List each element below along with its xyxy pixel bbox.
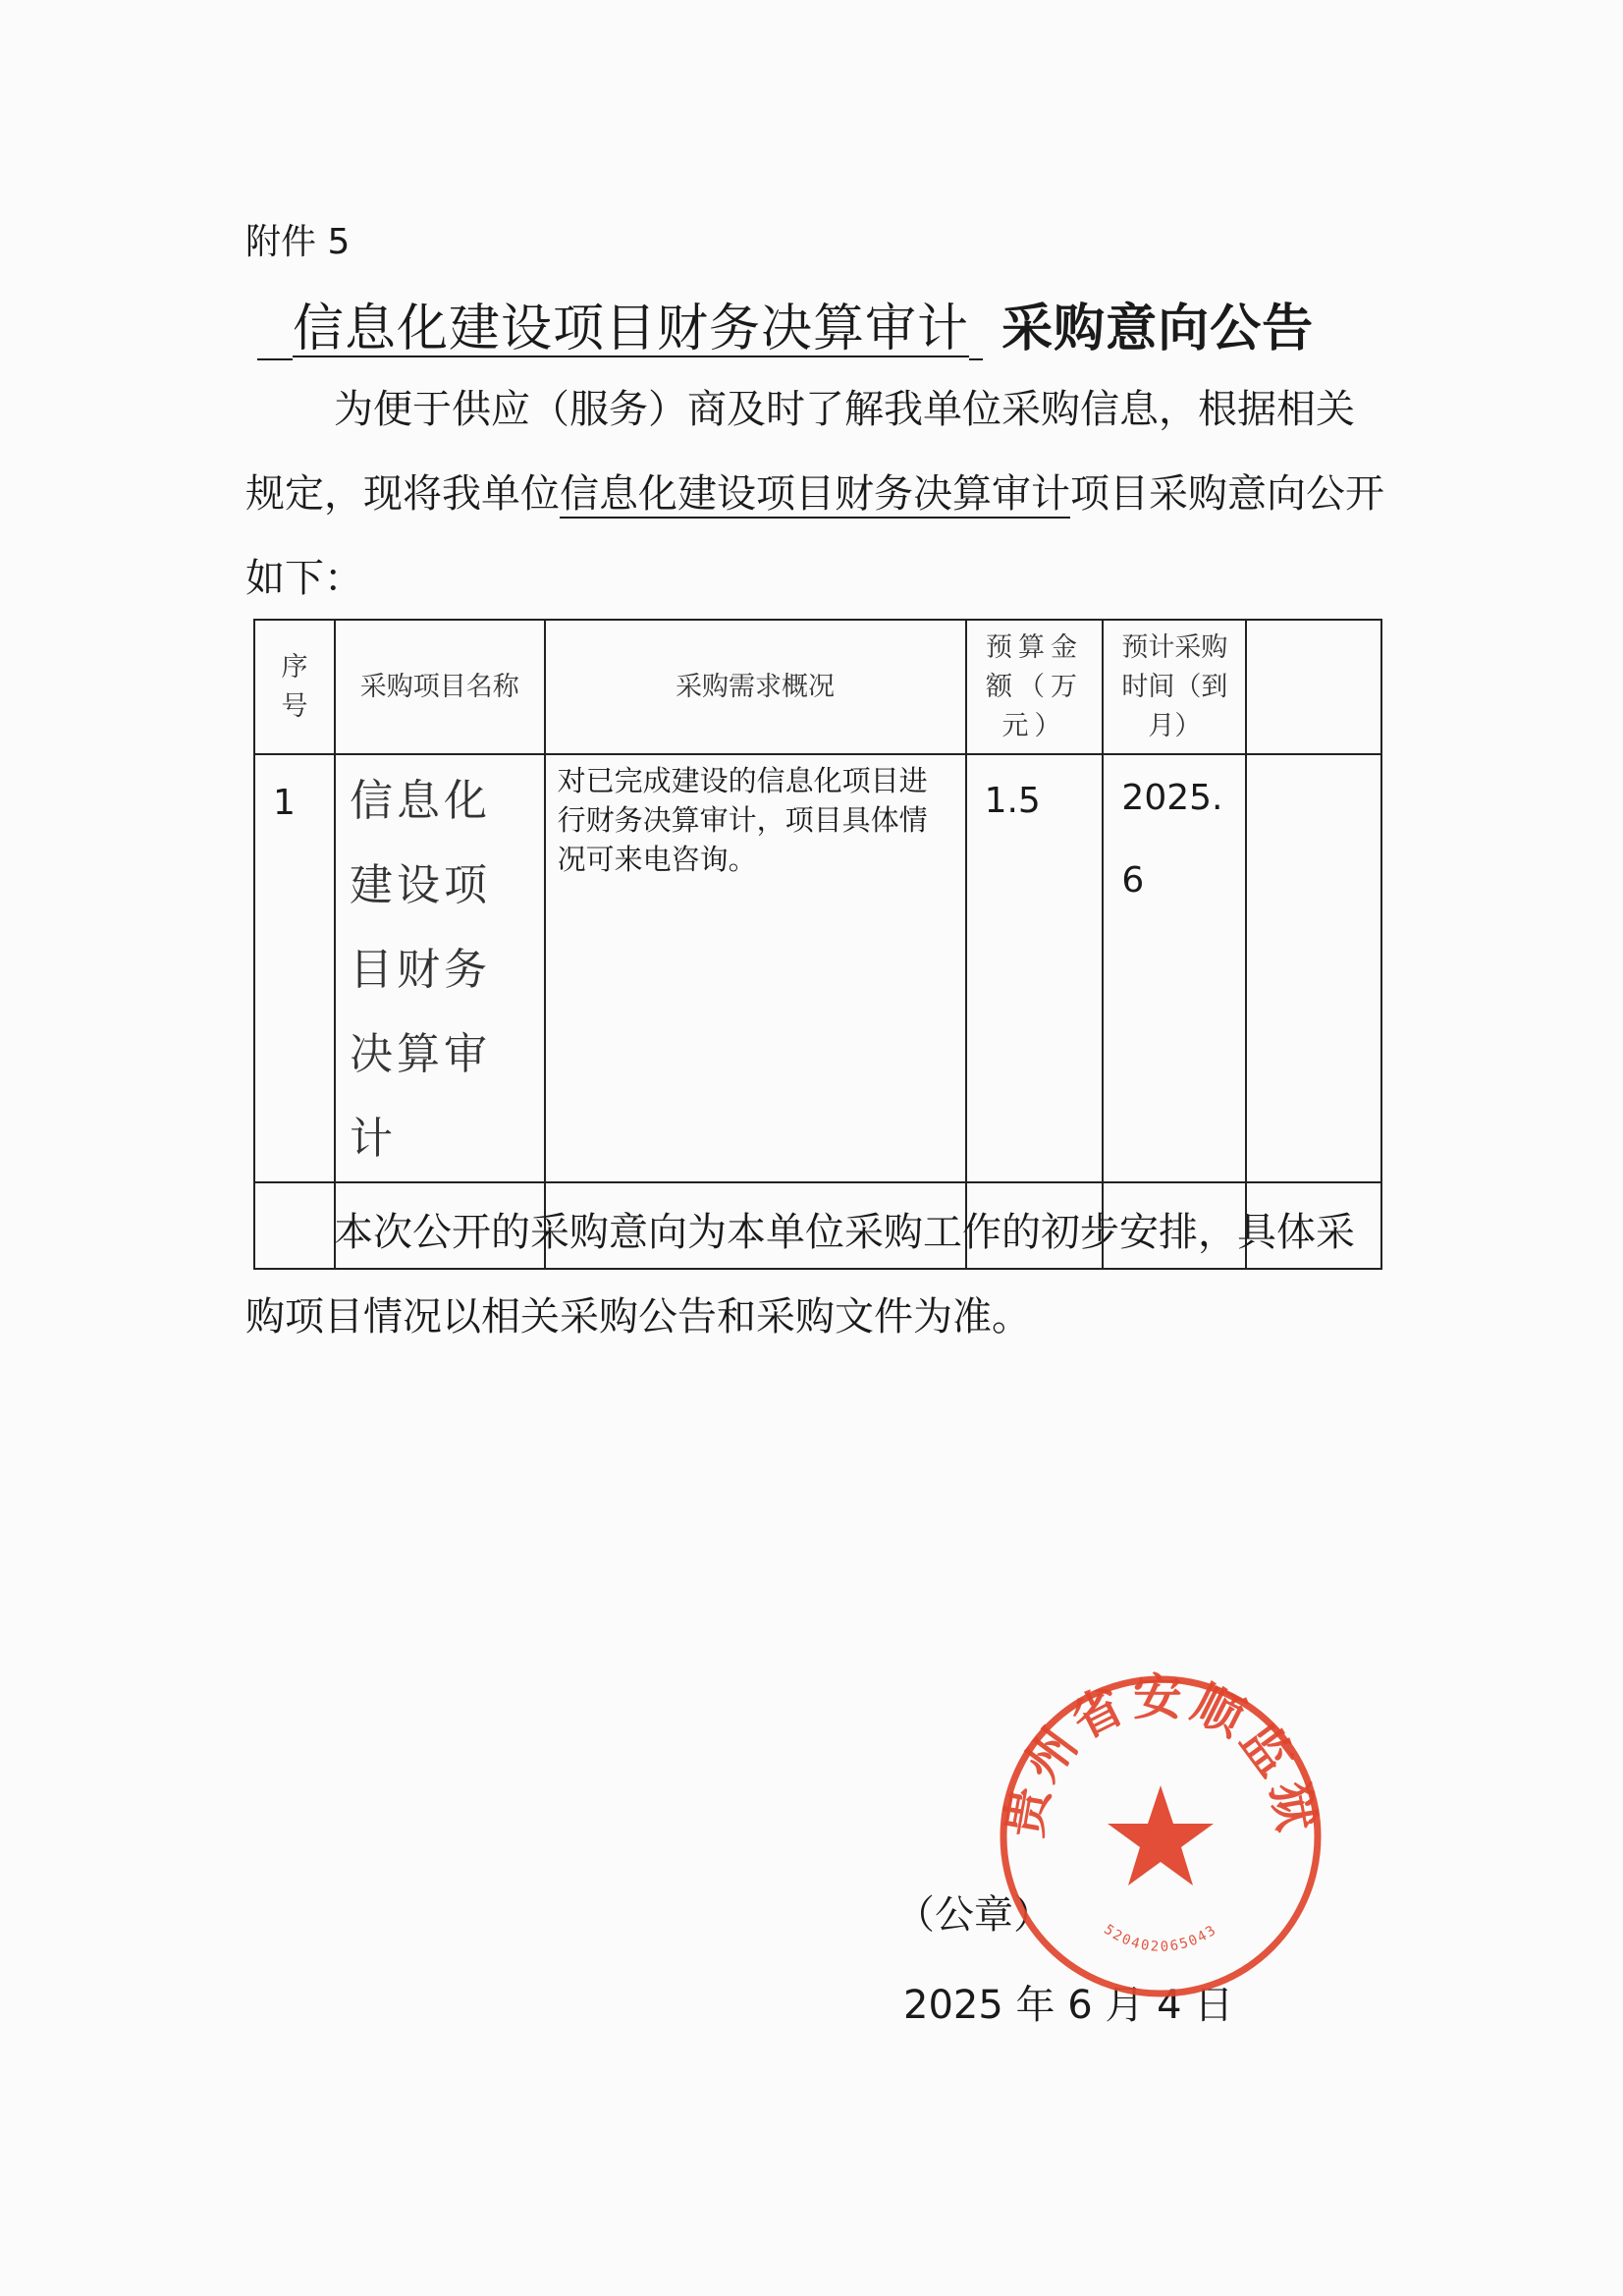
intro-part1: 为便于供应（服务）商及时了解我单位采购信息，根据相关规定，现将我单位 bbox=[245, 387, 1355, 517]
title-suffix: 采购意向公告 bbox=[1001, 300, 1315, 358]
title-underline-tail bbox=[969, 303, 983, 360]
seal-label: （公章） bbox=[895, 1892, 1053, 1938]
official-seal-stamp bbox=[994, 1669, 1327, 2003]
row-no: 1 bbox=[254, 754, 335, 1182]
row-desc: 对已完成建设的信息化项目进行财务决算审计，项目具体情况可来电咨询。 bbox=[545, 754, 966, 1182]
table-row bbox=[254, 754, 1381, 1182]
procurement-table bbox=[253, 619, 1382, 1270]
header-desc: 采购需求概况 bbox=[545, 620, 966, 754]
intro-part2: 项目采购意向公开如下： bbox=[245, 471, 1384, 601]
header-no: 序号 bbox=[254, 620, 335, 754]
row-date-line1: 2025. bbox=[1121, 778, 1223, 818]
title-project: 信息化建设项目财务决算审计 bbox=[293, 300, 970, 358]
row-extra bbox=[1246, 754, 1381, 1182]
intro-paragraph bbox=[245, 367, 1384, 621]
seal-text: 贵州省安顺监狱 bbox=[994, 1669, 1327, 1842]
header-date: 预计采购时间（到月） bbox=[1103, 620, 1246, 754]
seal-code: 520402065043 bbox=[1101, 1921, 1220, 1955]
signature-date: 2025 年 6 月 4 日 bbox=[903, 1983, 1234, 2028]
title-underline-lead bbox=[257, 303, 293, 360]
page-title bbox=[257, 287, 1314, 360]
header-extra bbox=[1246, 620, 1381, 754]
row-date bbox=[1103, 754, 1246, 1182]
row-date-line2: 6 bbox=[1121, 860, 1145, 901]
intro-project: 信息化建设项目财务决算审计 bbox=[560, 471, 1070, 517]
row-amount: 1.5 bbox=[966, 754, 1104, 1182]
closing-paragraph bbox=[245, 1190, 1384, 1359]
seal-star-icon bbox=[1108, 1785, 1214, 1886]
header-amount: 预算金额（万元） bbox=[966, 620, 1104, 754]
table-header-row bbox=[254, 620, 1381, 754]
row-name: 信息化建设项目财务决算审计 bbox=[335, 754, 545, 1182]
attachment-label: 附件 5 bbox=[245, 222, 351, 262]
closing-text: 本次公开的采购意向为本单位采购工作的初步安排，具体采购项目情况以相关采购公告和采购文件为准。 bbox=[245, 1210, 1355, 1339]
svg-text:520402065043 bbox=[1101, 1922, 1219, 1955]
header-name: 采购项目名称 bbox=[335, 620, 545, 754]
